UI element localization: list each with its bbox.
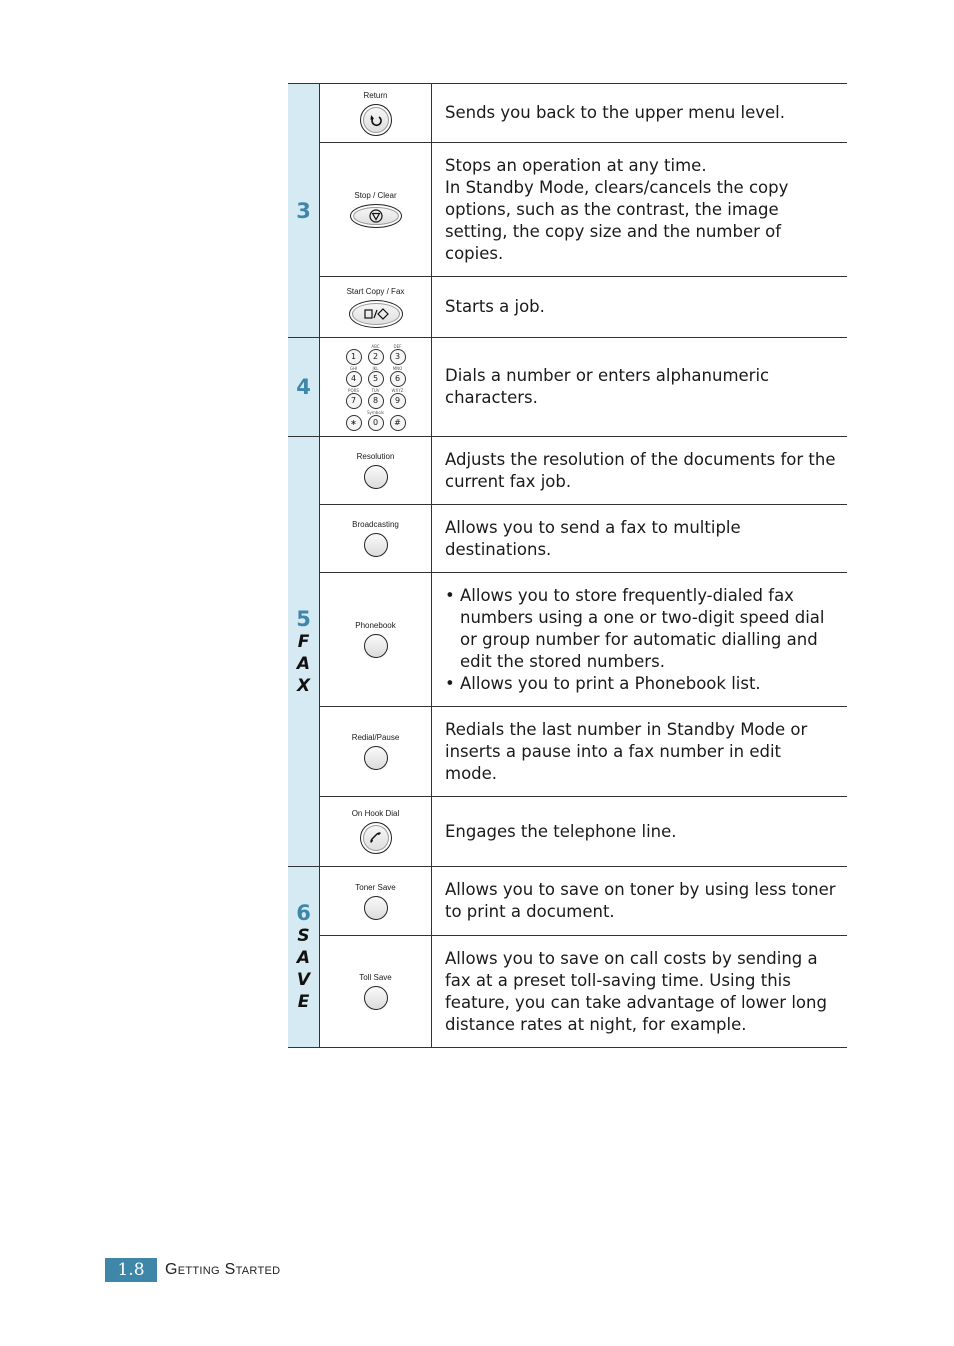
page-footer xyxy=(105,1258,280,1282)
button-label: On Hook Dial xyxy=(351,809,400,818)
page-number: 1.8 xyxy=(105,1258,157,1282)
table-row xyxy=(320,706,847,796)
section-label xyxy=(288,338,320,436)
section-4 xyxy=(288,337,847,436)
section-letter: A xyxy=(296,653,311,674)
table-row xyxy=(320,504,847,572)
start-copy-fax-icon xyxy=(349,300,403,328)
key-1: 1 xyxy=(346,349,362,365)
button-label: Toner Save xyxy=(355,882,396,892)
key-8: 8 xyxy=(368,393,384,409)
section-label xyxy=(288,867,320,1047)
row-description: Stops an operation at any time. xyxy=(445,155,707,175)
button-label: Resolution xyxy=(356,452,395,461)
section-letter: X xyxy=(296,675,311,696)
section-5-fax xyxy=(288,436,847,866)
number-keypad-icon: 1 ABC 2 DEF 3 GHI 4 JKL 5 MNO 6 PQRS 7 TUV 8 WXYZ 9 ∗ Symbols 0 # xyxy=(343,344,409,431)
section-3 xyxy=(288,83,847,337)
section-number: 3 xyxy=(296,198,311,223)
toll-save-button-icon xyxy=(364,986,388,1010)
table-row xyxy=(320,935,847,1047)
section-label xyxy=(288,84,320,337)
key-7: 7 xyxy=(346,393,362,409)
section-letter: A xyxy=(296,948,311,968)
return-icon xyxy=(360,104,392,136)
table-row xyxy=(320,142,847,276)
button-label: Stop / Clear xyxy=(354,191,397,200)
section-letter: F xyxy=(297,631,310,652)
phonebook-button-icon xyxy=(364,634,388,658)
section-number: 4 xyxy=(296,375,311,399)
resolution-button-icon xyxy=(364,465,388,489)
list-item: • Allows you to store frequently-dialed fax numbers using a one or two-digit speed dial or group number for automatic dialling and edit the stored numbers. xyxy=(445,585,825,671)
stop-icon xyxy=(350,204,402,228)
button-label: Redial/Pause xyxy=(351,733,400,742)
key-9: 9 xyxy=(390,393,406,409)
button-label: Return xyxy=(363,90,388,100)
list-item: • Allows you to print a Phonebook list. xyxy=(445,673,761,693)
row-description: Redials the last number in Standby Mode or inserts a pause into a fax number in edit mode. xyxy=(445,719,808,783)
table-row xyxy=(320,338,847,436)
row-description: Allows you to send a fax to multiple destinations. xyxy=(445,517,741,559)
row-description: Starts a job. xyxy=(445,297,545,316)
row-description: Sends you back to the upper menu level. xyxy=(445,103,785,122)
row-description: In Standby Mode, clears/cancels the copy options, such as the contrast, the image setting, the copy size and the number of copies. xyxy=(445,177,789,263)
row-description: Adjusts the resolution of the documents for the current fax job. xyxy=(445,449,836,491)
table-row xyxy=(320,437,847,504)
section-letter: S xyxy=(297,926,310,946)
button-label: Toll Save xyxy=(359,973,392,982)
section-letter: E xyxy=(297,992,310,1012)
toner-save-button-icon xyxy=(364,896,388,920)
key-3: 3 xyxy=(390,349,406,365)
section-label xyxy=(288,437,320,866)
broadcasting-button-icon xyxy=(364,533,388,557)
table-row xyxy=(320,84,847,142)
table-row xyxy=(320,867,847,935)
key-5: 5 xyxy=(368,371,384,387)
section-letter: V xyxy=(296,970,311,990)
key-2: 2 xyxy=(368,349,384,365)
key-6: 6 xyxy=(390,371,406,387)
button-label: Phonebook xyxy=(355,621,396,630)
button-label: Broadcasting xyxy=(352,520,399,529)
section-number: 5 xyxy=(296,606,311,631)
key-star: ∗ xyxy=(346,415,362,431)
table-row xyxy=(320,572,847,706)
phone-handset-icon xyxy=(360,822,392,854)
table-row xyxy=(320,276,847,337)
key-4: 4 xyxy=(346,371,362,387)
section-6-save xyxy=(288,866,847,1048)
row-description: Engages the telephone line. xyxy=(445,821,677,841)
row-description: Dials a number or enters alphanumeric characters. xyxy=(445,366,770,407)
button-label: Start Copy / Fax xyxy=(346,286,405,296)
chapter-title: Getting Started xyxy=(165,1261,281,1278)
row-description: Allows you to save on toner by using less toner to print a document. xyxy=(445,880,836,921)
key-0: 0 xyxy=(368,415,384,431)
redial-pause-button-icon xyxy=(364,746,388,770)
key-hash: # xyxy=(390,415,406,431)
table-row xyxy=(320,796,847,866)
row-description: Allows you to save on call costs by sending a fax at a preset toll-saving time. Using this feature, you can take advantage of lower long distance rates at night, for example. xyxy=(445,948,827,1034)
section-number: 6 xyxy=(296,901,311,925)
control-panel-table xyxy=(288,83,847,1048)
